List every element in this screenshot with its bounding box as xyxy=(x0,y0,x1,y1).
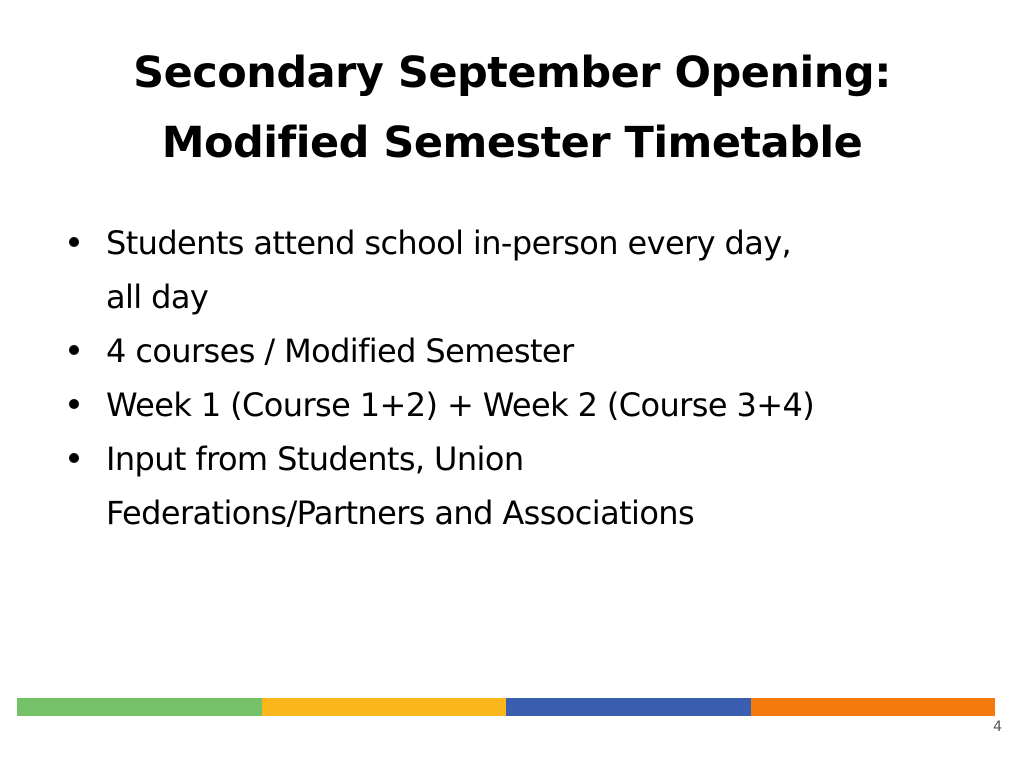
page-number: 4 xyxy=(993,719,1002,735)
color-bar-segment-orange xyxy=(751,698,996,716)
bullet-dot-icon xyxy=(69,453,79,463)
footer-color-bar xyxy=(17,698,995,716)
color-bar-segment-green xyxy=(17,698,262,716)
bullet-item-courses xyxy=(66,324,966,378)
bullet-item-attendance xyxy=(66,216,966,324)
bullet-text-line: 4 courses / Modified Semester xyxy=(106,332,574,370)
bullet-text-line: Week 1 (Course 1+2) + Week 2 (Course 3+4) xyxy=(106,386,815,424)
bullet-dot-icon xyxy=(69,345,79,355)
color-bar-segment-blue xyxy=(506,698,751,716)
bullet-list xyxy=(66,216,966,540)
bullet-item-input xyxy=(66,432,966,540)
bullet-text-line: Federations/Partners and Associations xyxy=(106,494,695,532)
bullet-text-line: all day xyxy=(106,278,209,316)
bullet-dot-icon xyxy=(69,399,79,409)
bullet-dot-icon xyxy=(69,237,79,247)
slide-title-line-2: Modified Semester Timetable xyxy=(161,118,863,168)
slide-title-line-1: Secondary September Opening: xyxy=(133,48,891,98)
bullet-item-weeks xyxy=(66,378,966,432)
color-bar-segment-yellow xyxy=(262,698,507,716)
bullet-text-line: Students attend school in-person every day, xyxy=(106,224,792,262)
bullet-text-line: Input from Students, Union xyxy=(106,440,524,478)
slide-title xyxy=(0,38,1024,178)
